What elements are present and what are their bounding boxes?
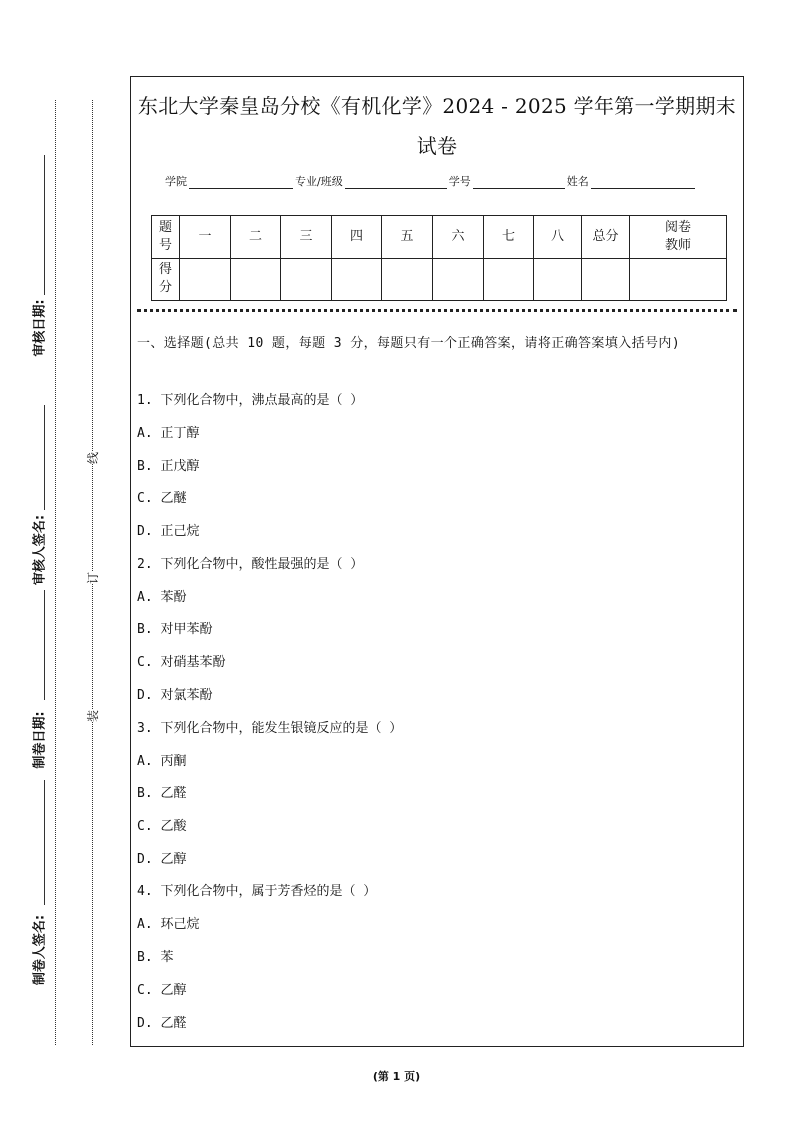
score-row-label: 得 分 xyxy=(152,258,180,301)
score-cell[interactable] xyxy=(534,258,582,301)
grader-cell[interactable] xyxy=(630,258,727,301)
reviewer-signature-label: 审核人签名: xyxy=(32,514,48,586)
student-id-field[interactable] xyxy=(473,176,565,189)
score-header-cell: 八 xyxy=(534,216,582,259)
option-a[interactable]: A. 丙酮 xyxy=(137,754,187,769)
option-c[interactable]: C. 乙醇 xyxy=(137,983,187,998)
score-cell[interactable] xyxy=(382,258,433,301)
question-stem: 2. 下列化合物中，酸性最强的是（ ） xyxy=(137,557,364,572)
option-d[interactable]: D. 乙醛 xyxy=(137,1016,187,1031)
option-b[interactable]: B. 正戊醇 xyxy=(137,459,200,474)
score-cell[interactable] xyxy=(332,258,382,301)
option-b[interactable]: B. 苯 xyxy=(137,950,174,965)
exam-title-line1: 东北大学秦皇岛分校《有机化学》2024 - 2025 学年第一学期期末 xyxy=(137,94,737,118)
college-label: 学院 xyxy=(165,175,187,188)
score-cell[interactable] xyxy=(433,258,484,301)
score-cell[interactable] xyxy=(281,258,332,301)
review-date-blank[interactable] xyxy=(44,155,45,295)
score-header-cell: 七 xyxy=(484,216,534,259)
major-class-label: 专业/班级 xyxy=(295,175,343,188)
score-header-cell: 四 xyxy=(332,216,382,259)
name-field[interactable] xyxy=(591,176,695,189)
score-header-cell: 六 xyxy=(433,216,484,259)
college-field[interactable] xyxy=(189,176,293,189)
question-stem: 3. 下列化合物中，能发生银镜反应的是（ ） xyxy=(137,721,403,736)
score-cell[interactable] xyxy=(231,258,281,301)
maker-signature-blank[interactable] xyxy=(44,780,45,905)
score-cell[interactable] xyxy=(180,258,231,301)
page-number: (第 1 页) xyxy=(372,1070,421,1083)
dotted-separator xyxy=(137,309,737,312)
exam-title-line2: 试卷 xyxy=(416,134,458,158)
review-date-label: 审核日期: xyxy=(32,299,48,357)
name-label: 姓名 xyxy=(566,175,589,188)
major-class-field[interactable] xyxy=(345,176,447,189)
score-table-header-row xyxy=(152,216,727,259)
score-header-cell: 五 xyxy=(382,216,433,259)
maker-signature-label: 制卷人签名: xyxy=(32,914,48,986)
bind-marker: 装 xyxy=(86,709,100,723)
reviewer-signature-blank[interactable] xyxy=(44,405,45,510)
score-cell[interactable] xyxy=(484,258,534,301)
option-b[interactable]: B. 对甲苯酚 xyxy=(137,622,213,637)
option-c[interactable]: C. 乙醚 xyxy=(137,491,187,506)
question-stem: 1. 下列化合物中，沸点最高的是（ ） xyxy=(137,393,364,408)
score-table xyxy=(151,215,727,301)
student-info-row xyxy=(165,173,725,189)
option-b[interactable]: B. 乙醛 xyxy=(137,786,187,801)
score-header-cell: 阅卷 教师 xyxy=(630,216,727,259)
score-header-cell: 三 xyxy=(281,216,332,259)
line-marker: 线 xyxy=(86,451,100,465)
make-date-blank[interactable] xyxy=(44,590,45,700)
option-c[interactable]: C. 乙酸 xyxy=(137,819,187,834)
question-stem: 4. 下列化合物中，属于芳香烃的是（ ） xyxy=(137,884,377,899)
staple-marker: 订 xyxy=(86,571,100,585)
option-d[interactable]: D. 对氯苯酚 xyxy=(137,688,213,703)
section1-heading: 一、选择题(总共 10 题，每题 3 分，每题只有一个正确答案，请将正确答案填入括号内) xyxy=(137,336,681,351)
option-d[interactable]: D. 正己烷 xyxy=(137,524,200,539)
option-d[interactable]: D. 乙醇 xyxy=(137,852,187,867)
option-a[interactable]: A. 环己烷 xyxy=(137,917,200,932)
binding-line-outer xyxy=(55,100,56,1045)
student-id-label: 学号 xyxy=(448,175,471,188)
score-total-cell[interactable] xyxy=(582,258,630,301)
make-date-label: 制卷日期: xyxy=(32,711,48,769)
score-header-cell: 二 xyxy=(231,216,281,259)
score-header-cell: 总分 xyxy=(582,216,630,259)
score-table-score-row xyxy=(152,258,727,301)
option-c[interactable]: C. 对硝基苯酚 xyxy=(137,655,226,670)
exam-frame xyxy=(130,76,744,1047)
option-a[interactable]: A. 苯酚 xyxy=(137,590,187,605)
score-header-cell: 一 xyxy=(180,216,231,259)
option-a[interactable]: A. 正丁醇 xyxy=(137,426,200,441)
score-header-cell: 题 号 xyxy=(152,216,180,259)
